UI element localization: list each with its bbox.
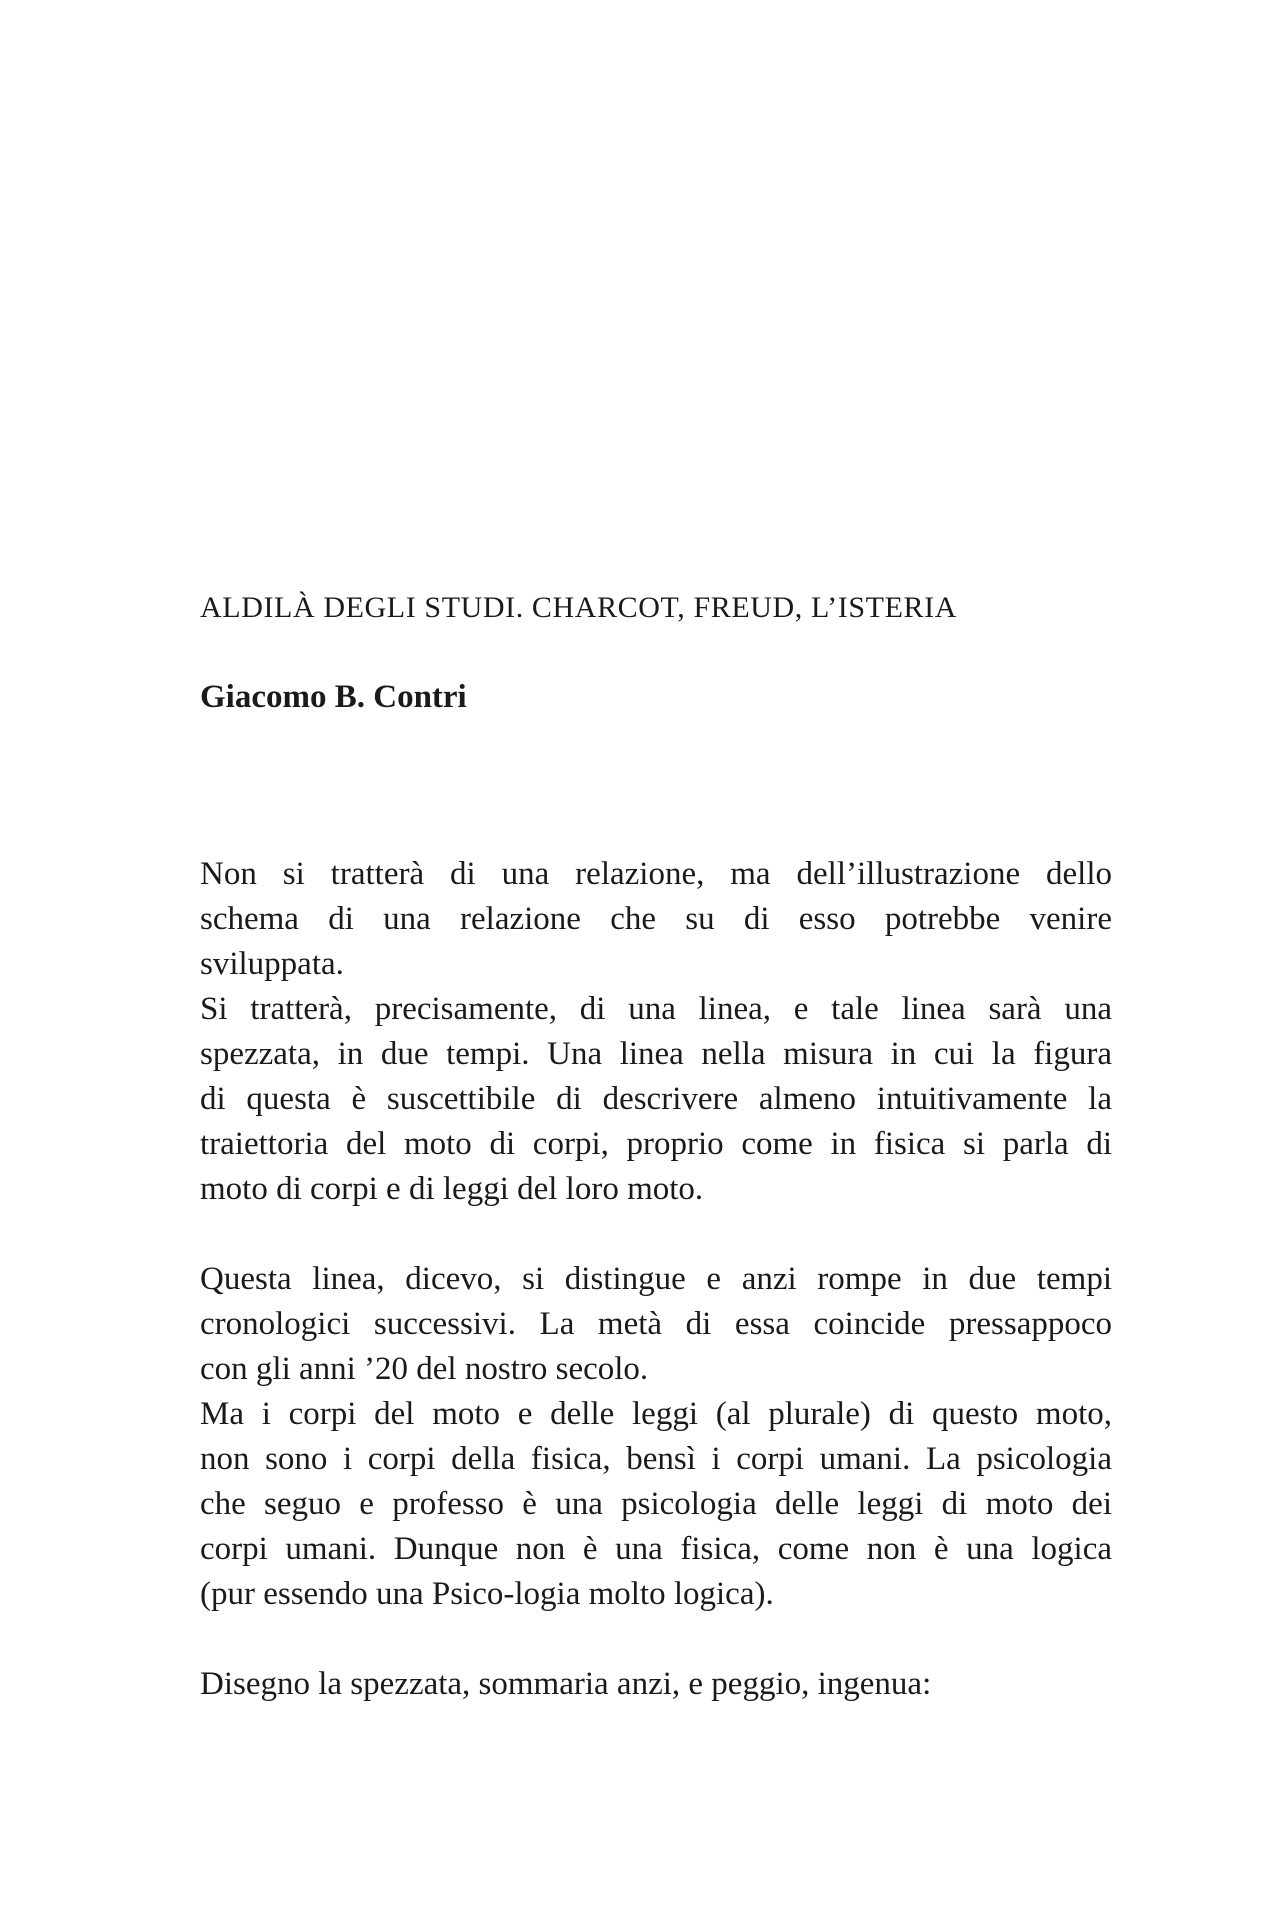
- text-line: (pur essendo una Psico-logia molto logica).: [200, 1576, 774, 1612]
- author-name: Giacomo B. Contri: [200, 679, 467, 715]
- text-line: corpi umani. Dunque non è una fisica, come non è una logica: [200, 1531, 1112, 1567]
- article-title: ALDILÀ DEGLI STUDI. CHARCOT, FREUD, L’ISTERIA: [200, 591, 957, 624]
- text-line: con gli anni ’20 del nostro secolo.: [200, 1351, 649, 1387]
- text-line: traiettoria del moto di corpi, proprio come in fisica si parla di: [200, 1126, 1112, 1162]
- paragraph-gap: [200, 1617, 1112, 1662]
- text-line: schema di una relazione che su di esso potrebbe venire: [200, 901, 1112, 937]
- text-line: non sono i corpi della fisica, bensì i corpi umani. La psicologia: [200, 1441, 1112, 1477]
- text-line: cronologici successivi. La metà di essa coincide pressappoco: [200, 1306, 1112, 1342]
- text-line: sviluppata.: [200, 946, 344, 982]
- text-line: che seguo e professo è una psicologia delle leggi di moto dei: [200, 1486, 1112, 1522]
- text-line: di questa è suscettibile di descrivere almeno intuitivamente la: [200, 1081, 1112, 1117]
- text-line: spezzata, in due tempi. Una linea nella misura in cui la figura: [200, 1036, 1112, 1072]
- text-line: Non si tratterà di una relazione, ma dell’illustrazione dello: [200, 856, 1112, 892]
- text-line: Disegno la spezzata, sommaria anzi, e peggio, ingenua:: [200, 1666, 932, 1702]
- article-body: [200, 852, 1112, 1707]
- text-line: Ma i corpi del moto e delle leggi (al plurale) di questo moto,: [200, 1396, 1112, 1432]
- text-line: moto di corpi e di leggi del loro moto.: [200, 1171, 704, 1207]
- paragraph-gap: [200, 1212, 1112, 1257]
- text-line: Questa linea, dicevo, si distingue e anzi rompe in due tempi: [200, 1261, 1112, 1297]
- text-line: Si tratterà, precisamente, di una linea, e tale linea sarà una: [200, 991, 1112, 1027]
